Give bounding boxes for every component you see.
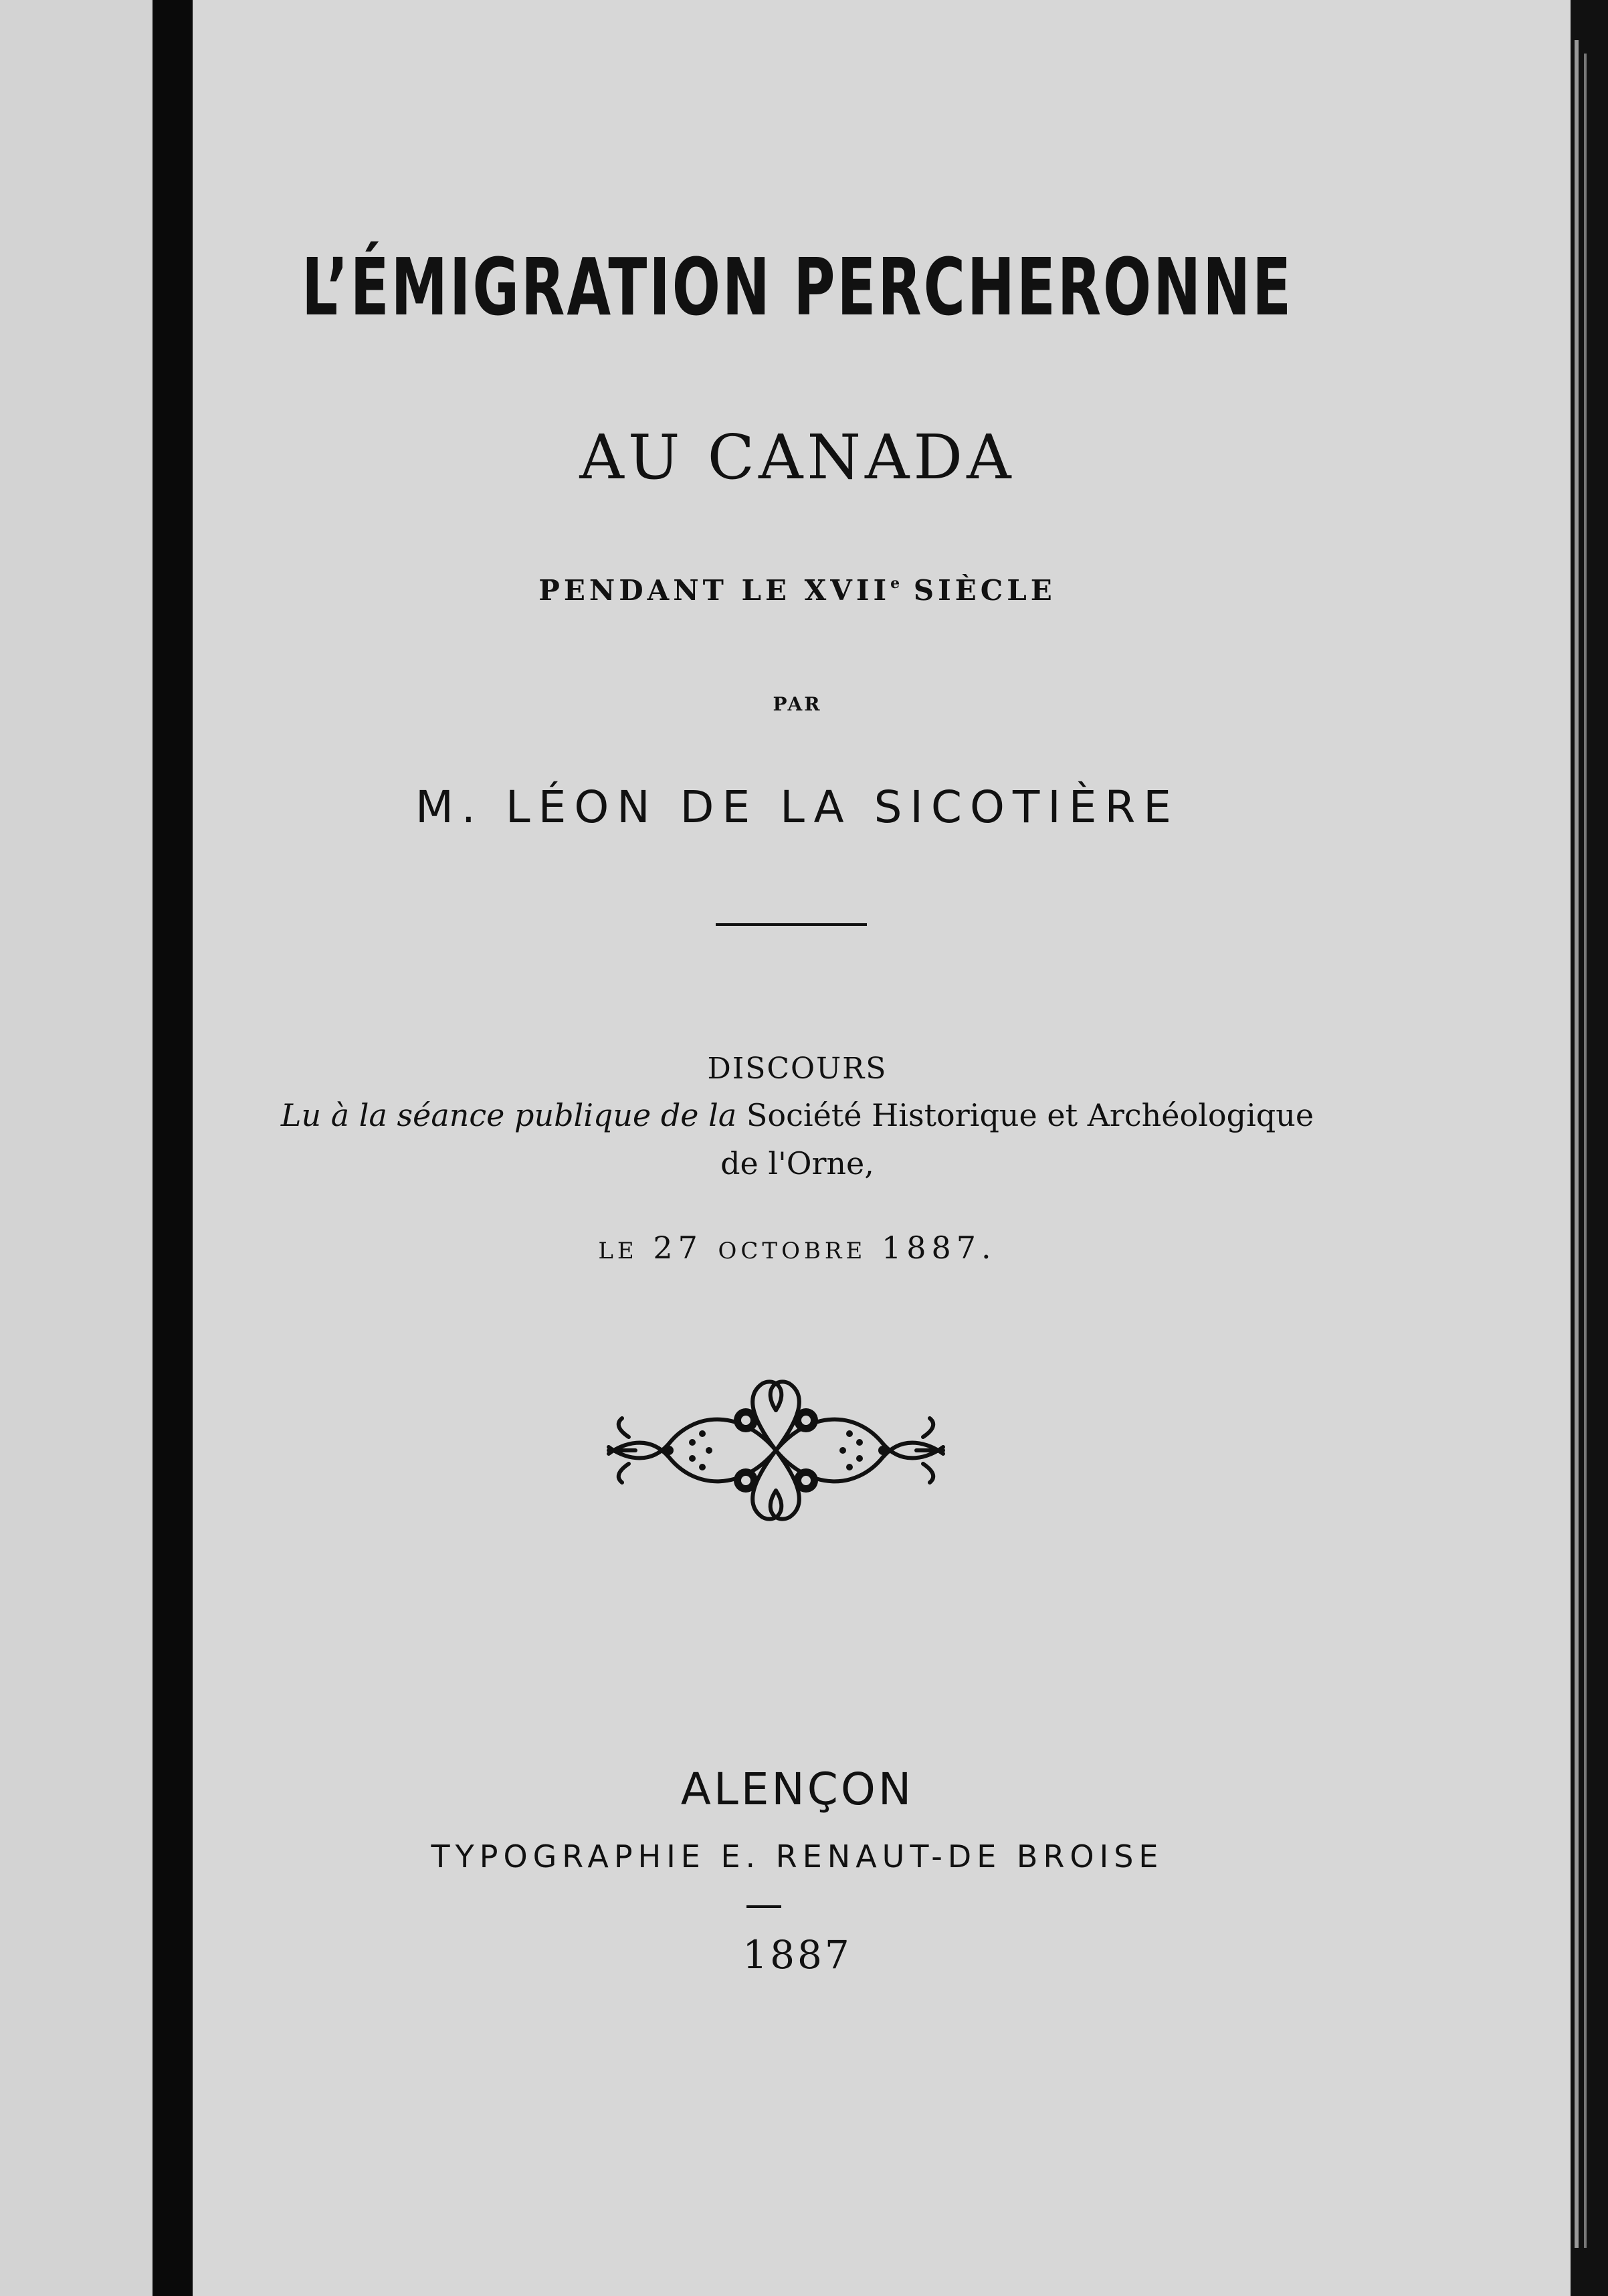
speech-description-italic: Lu à la séance publique de la <box>280 1097 737 1133</box>
short-rule <box>746 1905 781 1908</box>
divider-rule <box>716 923 867 926</box>
date-month: OCTOBRE <box>718 1238 867 1264</box>
publication-city: ALENÇON <box>680 1763 914 1815</box>
speech-location: de l'Orne, <box>720 1145 874 1181</box>
book-subtitle: AU CANADA <box>579 421 1015 493</box>
period-suffix: SIÈCLE <box>900 574 1056 607</box>
publication-year: 1887 <box>742 1932 852 1978</box>
speech-label: DISCOURS <box>707 1052 888 1086</box>
author-name: M. LÉON DE LA SICOTIÈRE <box>415 781 1180 833</box>
speech-description <box>0 1097 1595 1133</box>
date-year: 1887. <box>866 1230 997 1266</box>
period-line <box>0 574 1595 607</box>
date-prefix: LE <box>598 1238 638 1264</box>
book-title: L’ÉMIGRATION PERCHERONNE <box>301 241 1294 333</box>
period-prefix: PENDANT LE XVII <box>538 574 891 607</box>
speech-date <box>0 1230 1595 1266</box>
speech-description-roman: Société Historique et Archéologique <box>736 1097 1314 1133</box>
date-day: 27 <box>637 1230 718 1266</box>
by-line: PAR <box>773 693 822 715</box>
printer-name: TYPOGRAPHIE E. RENAUT-DE BROISE <box>431 1838 1164 1875</box>
floral-ornament-icon <box>595 1370 957 1531</box>
period-superscript: e <box>890 575 900 592</box>
